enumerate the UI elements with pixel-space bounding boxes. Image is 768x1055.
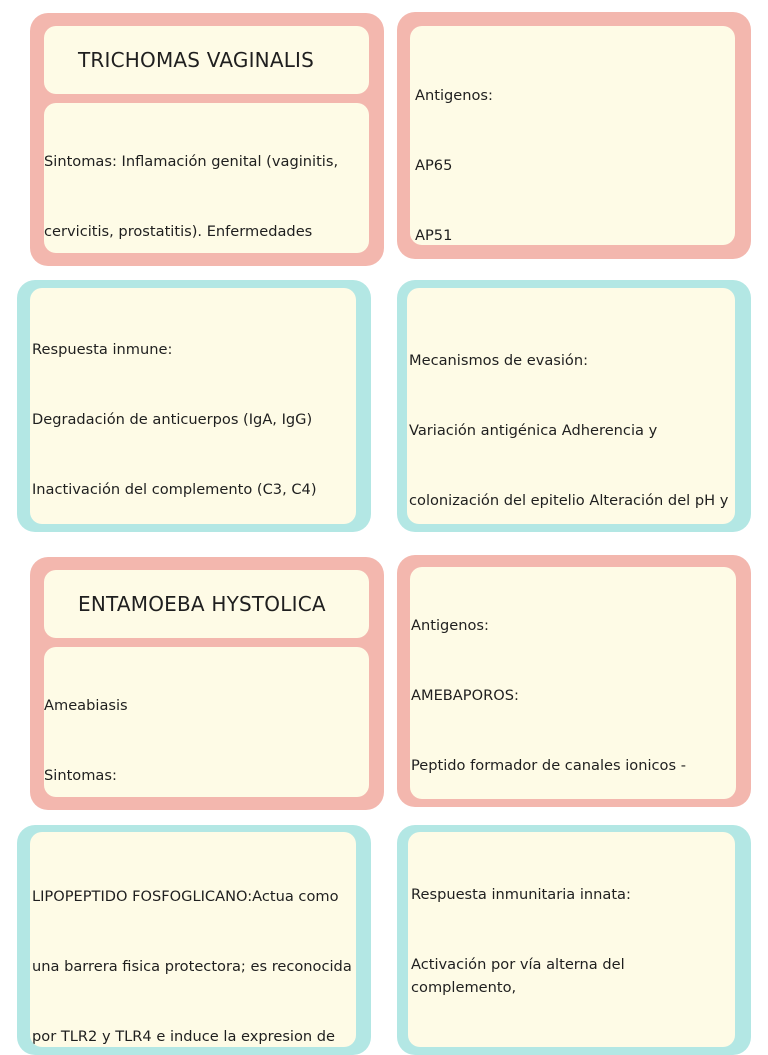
text-line: Sintomas: (44, 764, 365, 787)
entamoeba-lipopeptide-card (17, 825, 371, 1055)
text-line: una barrera fisica protectora; es reconocida (32, 955, 352, 978)
text-line: AP65 (415, 154, 731, 177)
entamoeba-symptoms-text (44, 647, 369, 797)
text-line: Antigenos: (411, 614, 732, 637)
trichomonas-immune-panel (30, 288, 356, 524)
trichomonas-antigens-card (397, 12, 751, 259)
text-line: Degradación de anticuerpos (IgA, IgG) (32, 408, 352, 431)
trichomonas-evasion-text (409, 302, 735, 524)
trichomonas-immune-card (17, 280, 371, 532)
entamoeba-antigens-card (397, 555, 751, 807)
trichomonas-antigens-panel (410, 26, 735, 245)
entamoeba-antigens-text (411, 567, 736, 799)
entamoeba-info-card (30, 557, 384, 810)
text-line: Ameabiasis (44, 694, 365, 717)
text-line: Variación antigénica Adherencia y (409, 419, 731, 442)
text-line: AMEBAPOROS: (411, 684, 732, 707)
trichomonas-evasion-panel (407, 288, 735, 524)
trichomonas-symptoms-text (44, 103, 369, 253)
text-line: cervicitis, prostatitis). Enfermedades (44, 220, 365, 243)
trichomonas-title: TRICHOMAS VAGINALIS (78, 48, 314, 72)
text-line: Mecanismos de evasión: (409, 349, 731, 372)
text-line: Peptido formador de canales ionicos - (411, 754, 732, 777)
text-line: por TLR2 y TLR4 e induce la expresion de (32, 1025, 352, 1047)
text-line: Sintomas: Inflamación genital (vaginitis, (44, 150, 365, 173)
trichomonas-title-panel (44, 26, 369, 94)
entamoeba-lipopeptide-panel (30, 832, 356, 1047)
entamoeba-symptoms-panel (44, 647, 369, 797)
entamoeba-title: ENTAMOEBA HYSTOLICA (78, 592, 326, 616)
trichomonas-symptoms-panel (44, 103, 369, 253)
entamoeba-immune-text (411, 836, 735, 1047)
text-line: Inactivación del complemento (C3, C4) (32, 478, 352, 501)
trichomonas-antigens-text (415, 37, 735, 245)
text-line: Antigenos: (415, 84, 731, 107)
trichomonas-immune-text (32, 291, 356, 524)
trichomonas-info-card (30, 13, 384, 266)
text-line: colonización del epitelio Alteración del pH y (409, 489, 731, 512)
text-line: AP51 (415, 224, 731, 245)
text-line: Respuesta inmune: (32, 338, 352, 361)
entamoeba-immune-panel (408, 832, 735, 1047)
entamoeba-title-panel (44, 570, 369, 638)
trichomonas-evasion-card (397, 280, 751, 532)
text-line: Activación por vía alterna del complemento, (411, 953, 731, 1000)
entamoeba-lipopeptide-text (32, 838, 356, 1047)
text-line: Respuesta inmunitaria innata: (411, 883, 731, 906)
entamoeba-antigens-panel (410, 567, 736, 799)
entamoeba-immune-card (397, 825, 751, 1055)
text-line: LIPOPEPTIDO FOSFOGLICANO:Actua como (32, 885, 352, 908)
